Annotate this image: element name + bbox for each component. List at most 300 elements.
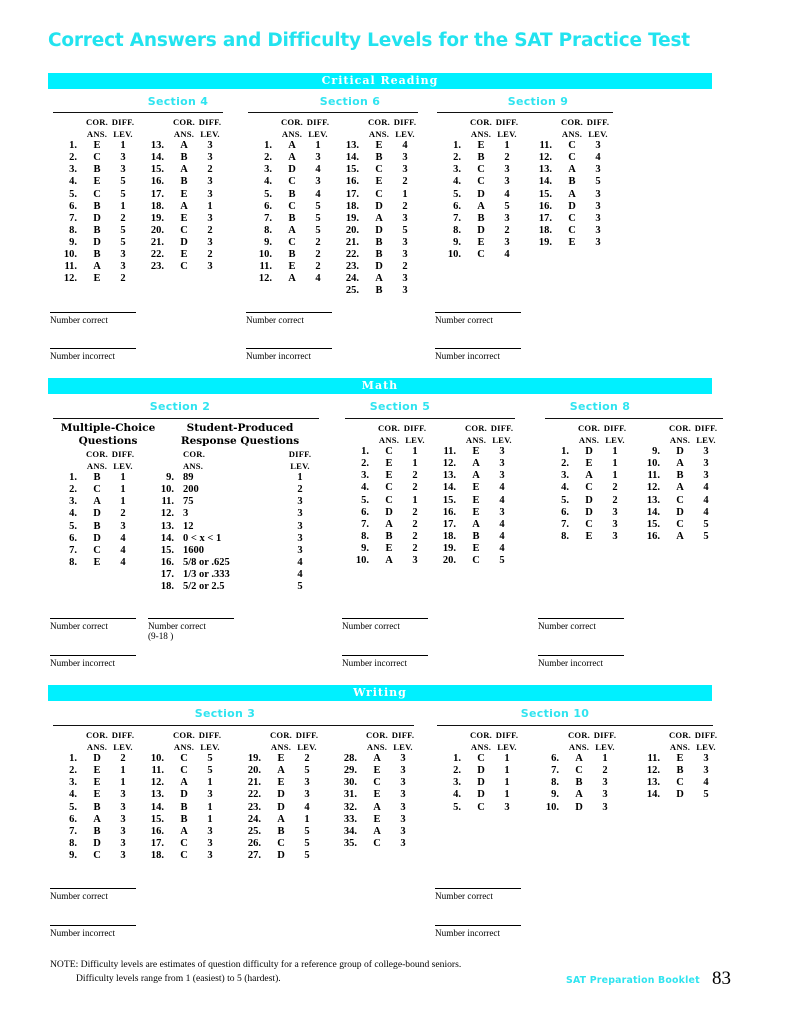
correct-answer: C: [93, 188, 101, 200]
correct-answer: C: [585, 482, 593, 494]
answer-row: [437, 140, 520, 152]
answer-row: [140, 850, 223, 862]
column-header: [53, 116, 136, 140]
header-cor: COR.: [577, 423, 601, 433]
answer-row: [53, 508, 136, 520]
section-title-8: Section 8: [569, 400, 631, 413]
correct-answer: A: [385, 555, 393, 567]
question-number: 4.: [361, 482, 369, 494]
header-lev: LEV.: [200, 742, 220, 753]
question-number: 1.: [69, 753, 77, 765]
correct-answer: C: [180, 849, 188, 861]
answer-row: [150, 545, 312, 557]
header-cor: COR.: [560, 117, 584, 127]
table-rule-s5: [345, 418, 515, 419]
difficulty-level: 3: [207, 236, 213, 248]
question-number: 12.: [150, 777, 164, 789]
answer-row: [237, 826, 320, 838]
answer-row: [140, 152, 223, 164]
question-number: 16.: [646, 530, 660, 542]
difficulty-level: 1: [612, 470, 618, 482]
question-number: 3.: [69, 777, 77, 789]
difficulty-level: 3: [207, 789, 213, 801]
difficulty-level: 4: [703, 494, 709, 506]
answer-row: [636, 777, 719, 789]
difficulty-level: 5: [315, 212, 321, 224]
answer-row: [140, 765, 223, 777]
answer-group-s9-col2: [528, 116, 611, 249]
answer-row: [437, 789, 520, 801]
answer-row: [437, 249, 520, 261]
page-number: 83: [712, 968, 731, 989]
note-line-2: Difficulty levels range from 1 (easiest) to 5 (hardest).: [76, 972, 281, 984]
correct-answer: E: [472, 494, 480, 506]
correct-answer: B: [375, 236, 383, 248]
answer-row: [545, 495, 628, 507]
question-number: 6.: [264, 200, 272, 212]
correct-answer: E: [676, 753, 684, 765]
question-number: 16.: [150, 176, 164, 188]
correct-answer: 5/8 or .625: [183, 556, 230, 568]
write-in-line: [435, 348, 521, 349]
answer-row: [333, 765, 416, 777]
column-header-spr: [150, 448, 312, 472]
number-incorrect-label: Number incorrect: [342, 658, 408, 668]
correct-answer: D: [277, 801, 285, 813]
number-incorrect-s6[interactable]: [246, 348, 332, 361]
question-number: 18.: [538, 224, 552, 236]
difficulty-level: 3: [207, 261, 213, 273]
header-ans: ANS.: [470, 129, 492, 140]
question-number: 12.: [63, 273, 77, 285]
number-incorrect-s8[interactable]: [538, 655, 624, 668]
header-diff: DIFF.: [111, 117, 135, 127]
correct-answer: D: [477, 789, 485, 801]
answer-group-s9-col1: [437, 116, 520, 261]
number-incorrect-s5[interactable]: [342, 655, 428, 668]
question-number: 3.: [69, 164, 77, 176]
question-number: 23.: [247, 801, 261, 813]
header-cor: COR.: [85, 730, 109, 740]
question-number: 11.: [539, 140, 552, 152]
question-number: 2.: [69, 484, 77, 496]
column-header: [248, 116, 331, 140]
answer-row: [335, 164, 418, 176]
section-title-2: Section 2: [149, 400, 211, 413]
correct-answer: 3: [183, 508, 189, 520]
question-number: 25.: [247, 825, 261, 837]
correct-answer: E: [373, 813, 381, 825]
header-ans: ANS.: [378, 435, 400, 446]
difficulty-level: 3: [120, 249, 126, 261]
difficulty-level: 3: [499, 470, 505, 482]
answer-row: [528, 201, 611, 213]
answer-row: [528, 164, 611, 176]
answer-row: [53, 261, 136, 273]
question-number: 8.: [69, 556, 77, 568]
answer-row: [636, 495, 719, 507]
correct-answer: C: [385, 446, 393, 458]
number-correct-s8[interactable]: [538, 618, 624, 631]
question-number: 16.: [150, 825, 164, 837]
header-ans: ANS.: [578, 435, 600, 446]
difficulty-level: 3: [304, 777, 310, 789]
question-number: 10.: [258, 249, 272, 261]
answer-row: [535, 765, 618, 777]
correct-answer: D: [477, 224, 485, 236]
correct-answer: D: [375, 261, 383, 273]
difficulty-level: 1: [504, 789, 510, 801]
write-in-line: [538, 655, 624, 656]
answer-group-s10-col3: [636, 729, 719, 802]
correct-answer: E: [93, 176, 101, 188]
difficulty-level: 3: [504, 164, 510, 176]
answer-row: [545, 470, 628, 482]
correct-answer: E: [93, 789, 101, 801]
difficulty-level: 2: [207, 224, 213, 236]
difficulty-level: 4: [703, 506, 709, 518]
correct-answer: D: [180, 236, 188, 248]
question-number: 5.: [361, 494, 369, 506]
difficulty-level: 4: [499, 542, 505, 554]
header-diff: DIFF.: [391, 730, 415, 740]
number-incorrect-s9[interactable]: [435, 348, 521, 361]
write-in-line: [50, 312, 136, 313]
question-number: 2.: [561, 458, 569, 470]
answer-row: [437, 152, 520, 164]
question-number: 13.: [538, 164, 552, 176]
column-header: [432, 422, 515, 446]
question-number: 34.: [343, 825, 357, 837]
section-title-4: Section 4: [147, 95, 209, 108]
answer-row: [437, 176, 520, 188]
correct-answer: D: [93, 236, 101, 248]
difficulty-level: 2: [412, 470, 418, 482]
number-correct-label: Number correct: [538, 621, 596, 631]
question-number: 9.: [264, 236, 272, 248]
correct-answer: 1/3 or .333: [183, 568, 230, 580]
header-cor: COR.: [172, 117, 196, 127]
question-number: 5.: [453, 188, 461, 200]
column-header: [437, 116, 520, 140]
multiple-choice-heading: Multiple-Choice Questions: [60, 422, 156, 447]
difficulty-level: 3: [120, 789, 126, 801]
number-correct-s9[interactable]: [435, 312, 521, 325]
correct-answer: D: [585, 506, 593, 518]
answer-row: [636, 458, 719, 470]
question-number: 3.: [561, 470, 569, 482]
question-number: 11.: [647, 470, 660, 482]
number-correct-s3[interactable]: [50, 888, 136, 901]
answer-row: [437, 777, 520, 789]
difficulty-level: 3: [595, 212, 601, 224]
difficulty-level: 3: [297, 496, 303, 508]
correct-answer: E: [180, 212, 188, 224]
correct-answer: C: [477, 249, 485, 261]
question-number: 7.: [551, 765, 559, 777]
answer-row: [432, 495, 515, 507]
question-number: 5.: [264, 188, 272, 200]
question-number: 9.: [69, 849, 77, 861]
answer-row: [636, 531, 719, 543]
difficulty-level: 2: [412, 506, 418, 518]
header-ans: ANS.: [465, 435, 487, 446]
question-number: 12.: [258, 273, 272, 285]
answer-row: [345, 446, 428, 458]
difficulty-level: 2: [315, 236, 321, 248]
correct-answer: C: [575, 765, 583, 777]
question-number: 19.: [247, 753, 261, 765]
difficulty-level: 5: [207, 765, 213, 777]
correct-answer: E: [93, 765, 101, 777]
correct-answer: C: [472, 555, 480, 567]
difficulty-level: 5: [304, 825, 310, 837]
correct-answer: E: [472, 542, 480, 554]
question-number: 17.: [345, 188, 359, 200]
answer-group-s2-multiple-choice: [53, 448, 136, 569]
answer-row: [248, 140, 331, 152]
difficulty-level: 1: [504, 753, 510, 765]
correct-answer: A: [375, 273, 383, 285]
question-number: 12.: [646, 765, 660, 777]
answer-row: [528, 152, 611, 164]
answer-row: [345, 507, 428, 519]
correct-answer: 0 < x < 1: [183, 532, 222, 544]
question-number: 13.: [646, 777, 660, 789]
question-number: 15.: [345, 164, 359, 176]
answer-group-s5-col2: [432, 422, 515, 567]
number-incorrect-label: Number incorrect: [538, 658, 604, 668]
number-correct-s6[interactable]: [246, 312, 332, 325]
question-number: 17.: [150, 837, 164, 849]
header-ans: ANS.: [86, 461, 108, 472]
answer-row: [248, 213, 331, 225]
correct-answer: A: [676, 482, 684, 494]
difficulty-level: 1: [207, 801, 213, 813]
number-correct-s5[interactable]: [342, 618, 428, 631]
header-ans: ANS.: [366, 742, 388, 753]
question-number: 2.: [453, 152, 461, 164]
question-number: 16.: [160, 556, 174, 568]
difficulty-level: 3: [703, 470, 709, 482]
correct-answer: B: [477, 152, 485, 164]
answer-group-s8-col1: [545, 422, 628, 543]
answer-row: [53, 237, 136, 249]
difficulty-level: 3: [703, 765, 709, 777]
answer-row: [53, 557, 136, 569]
answer-row: [636, 753, 719, 765]
question-number: 6.: [69, 532, 77, 544]
question-number: 20.: [150, 224, 164, 236]
difficulty-level: 2: [402, 261, 408, 273]
difficulty-level: 3: [400, 825, 406, 837]
answer-row: [150, 569, 312, 581]
number-correct-label: Number correct: [148, 621, 206, 631]
number-incorrect-s4[interactable]: [50, 348, 136, 361]
answer-row: [437, 765, 520, 777]
correct-answer: D: [477, 188, 485, 200]
answer-row: [140, 213, 223, 225]
answer-row: [345, 458, 428, 470]
answer-row: [237, 777, 320, 789]
correct-answer: C: [180, 753, 188, 765]
difficulty-level: 3: [602, 789, 608, 801]
column-header: [333, 729, 416, 753]
spr-range-label: (9-18 ): [148, 631, 174, 641]
answer-row: [333, 777, 416, 789]
write-in-line: [50, 888, 136, 889]
difficulty-level: 3: [120, 152, 126, 164]
answer-row: [432, 543, 515, 555]
number-correct-label: Number correct: [342, 621, 400, 631]
answer-row: [335, 189, 418, 201]
header-ans: ANS.: [470, 742, 492, 753]
header-cor: COR.: [668, 730, 692, 740]
answer-row: [345, 531, 428, 543]
difficulty-level: 2: [207, 164, 213, 176]
difficulty-level: 1: [402, 188, 408, 200]
answer-row: [53, 249, 136, 261]
difficulty-level: 2: [297, 484, 303, 496]
header-lev: LEV.: [595, 742, 615, 753]
answer-row: [140, 140, 223, 152]
correct-answer: D: [676, 789, 684, 801]
question-number: 6.: [69, 813, 77, 825]
difficulty-level: 3: [315, 176, 321, 188]
correct-answer: B: [180, 801, 188, 813]
correct-answer: E: [585, 530, 593, 542]
header-ans: ANS.: [173, 742, 195, 753]
answer-row: [237, 850, 320, 862]
correct-answer: A: [568, 164, 576, 176]
header-diff: DIFF.: [295, 730, 319, 740]
correct-answer: A: [288, 140, 296, 152]
section-title-6: Section 6: [319, 95, 381, 108]
correct-answer: A: [568, 188, 576, 200]
difficulty-level: 2: [304, 753, 310, 765]
answer-row: [528, 225, 611, 237]
answer-row: [437, 213, 520, 225]
header-lev: LEV.: [696, 435, 716, 446]
answer-row: [333, 802, 416, 814]
correct-answer: B: [676, 765, 684, 777]
number-incorrect-s10[interactable]: [435, 925, 521, 938]
question-number: 3.: [453, 777, 461, 789]
header-lev: LEV.: [696, 742, 716, 753]
header-diff: DIFF.: [393, 117, 417, 127]
answer-row: [248, 273, 331, 285]
answer-row: [53, 201, 136, 213]
column-header: [535, 729, 618, 753]
header-lev: LEV.: [113, 742, 133, 753]
correct-answer: E: [472, 506, 480, 518]
question-number: 7.: [361, 518, 369, 530]
correct-answer: A: [477, 200, 485, 212]
correct-answer: C: [288, 236, 296, 248]
question-number: 1.: [561, 446, 569, 458]
correct-answer: C: [676, 777, 684, 789]
answer-row: [636, 789, 719, 801]
correct-answer: C: [676, 494, 684, 506]
number-correct-s10[interactable]: [435, 888, 521, 901]
write-in-line: [538, 618, 624, 619]
number-incorrect-label: Number incorrect: [435, 351, 501, 361]
header-diff: DIFF.: [198, 730, 222, 740]
answer-row: [150, 521, 312, 533]
question-number: 12.: [646, 482, 660, 494]
correct-answer: D: [93, 212, 101, 224]
answer-row: [53, 533, 136, 545]
answer-row: [335, 140, 418, 152]
number-correct-s2-spr[interactable]: [148, 618, 234, 641]
question-number: 2.: [361, 458, 369, 470]
answer-row: [140, 261, 223, 273]
column-header: [140, 116, 223, 140]
question-number: 30.: [343, 777, 357, 789]
difficulty-level: 2: [315, 261, 321, 273]
correct-answer: E: [472, 446, 480, 458]
difficulty-level: 2: [412, 518, 418, 530]
number-correct-label: Number correct: [50, 315, 108, 325]
difficulty-level: 3: [595, 224, 601, 236]
correct-answer: E: [93, 777, 101, 789]
difficulty-level: 1: [120, 140, 126, 152]
difficulty-level: 2: [402, 176, 408, 188]
header-lev: LEV.: [605, 435, 625, 446]
correct-answer: A: [277, 765, 285, 777]
correct-answer: D: [93, 532, 101, 544]
answer-row: [333, 838, 416, 850]
difficulty-level: 1: [120, 777, 126, 789]
answer-row: [140, 826, 223, 838]
number-correct-s4[interactable]: [50, 312, 136, 325]
difficulty-level: 3: [402, 273, 408, 285]
header-lev: LEV.: [113, 461, 133, 472]
number-incorrect-s3[interactable]: [50, 925, 136, 938]
difficulty-level: 3: [402, 285, 408, 297]
number-correct-label: Number correct: [246, 315, 304, 325]
difficulty-level: 2: [207, 249, 213, 261]
difficulty-level: 3: [595, 164, 601, 176]
difficulty-level: 1: [120, 484, 126, 496]
number-correct-s2-mc[interactable]: [50, 618, 136, 631]
answer-group-s10-col2: [535, 729, 618, 814]
difficulty-level: 2: [412, 482, 418, 494]
correct-answer: D: [676, 446, 684, 458]
correct-answer: B: [676, 470, 684, 482]
question-number: 16.: [345, 176, 359, 188]
correct-answer: E: [477, 140, 485, 152]
correct-answer: A: [375, 212, 383, 224]
answer-row: [528, 213, 611, 225]
correct-answer: 1600: [183, 544, 204, 556]
question-number: 27.: [247, 849, 261, 861]
correct-answer: D: [93, 508, 101, 520]
difficulty-level: 4: [504, 188, 510, 200]
question-number: 19.: [538, 236, 552, 248]
answer-row: [248, 225, 331, 237]
answer-row: [248, 261, 331, 273]
difficulty-level: 3: [297, 508, 303, 520]
question-number: 18.: [150, 200, 164, 212]
header-lev: LEV.: [308, 129, 328, 140]
number-incorrect-s2[interactable]: [50, 655, 136, 668]
header-diff: DIFF.: [306, 117, 330, 127]
answer-row: [53, 765, 136, 777]
correct-answer: C: [180, 224, 188, 236]
correct-answer: C: [93, 484, 101, 496]
correct-answer: A: [288, 152, 296, 164]
